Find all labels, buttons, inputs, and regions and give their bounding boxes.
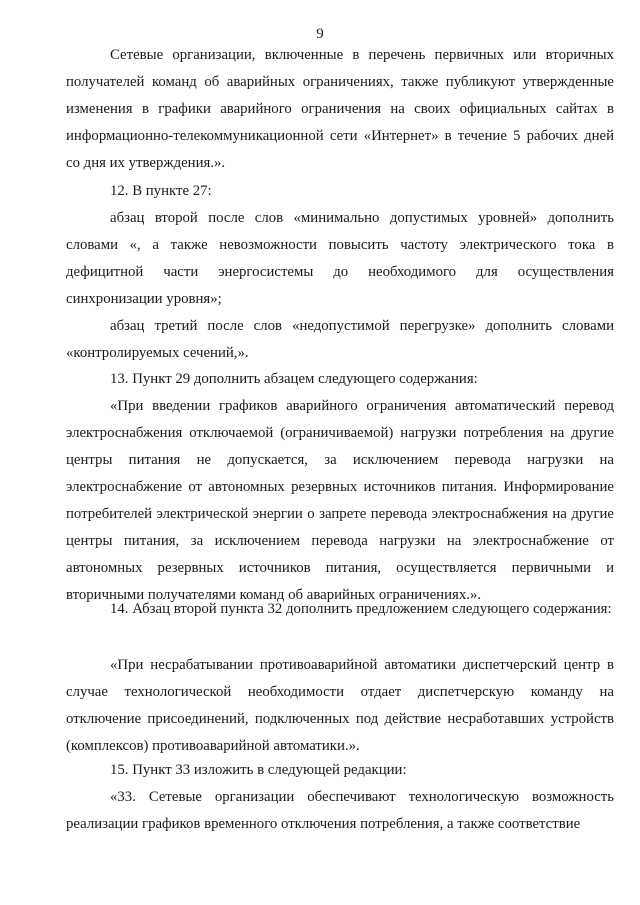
paragraph-item-12-abzac-2: абзац второй после слов «минимально допустимых уровней» дополнить словами «, а также невозможности повысить частоту электрического тока в дефицитной части энергосистемы до необходимого для осуществления синхронизации уровня»; (66, 210, 614, 307)
paragraph-item-12: 12. В пункте 27: (110, 183, 212, 199)
paragraph-item-14: 14. Абзац второй пункта 32 дополнить предложением следующего содержания: (110, 601, 612, 617)
paragraph-item-15-quote: «33. Сетевые организации обеспечивают технологическую возможность реализации графиков временного отключения потребления, а также соответствие (66, 789, 614, 832)
page-number: 9 (316, 26, 324, 42)
paragraph-item-12-abzac-3: абзац третий после слов «недопустимой перегрузке» дополнить словами «контролируемых сечений,». (66, 318, 614, 361)
paragraph-item-13: 13. Пункт 29 дополнить абзацем следующего содержания: (110, 371, 478, 387)
paragraph-item-14-quote: «При несрабатывании противоаварийной автоматики диспетчерский центр в случае технологической необходимости отдает диспетчерскую команду на отключение присоединений, подключенных под действие несработавших устройств (комплексов) противоаварийной автоматики.». (66, 657, 614, 754)
paragraph-item-13-quote: «При введении графиков аварийного ограничения автоматический перевод электроснабжения отключаемой (ограничиваемой) нагрузки потребления на другие центры питания не допускается, за исключением перевода нагрузки на электроснабжение от автономных резервных источников питания. Информирование потребителей электрической энергии о запрете перевода электроснабжения на другие центры питания, за исключением перевода нагрузки на электроснабжение от автономных резервных источников питания, осуществляется первичными и вторичными получателями команд об аварийных ограничениях.». (66, 398, 614, 603)
paragraph-item-15: 15. Пункт 33 изложить в следующей редакции: (110, 762, 407, 778)
paragraph-network-organizations: Сетевые организации, включенные в перечень первичных или вторичных получателей команд об аварийных ограничениях, также публикуют утвержденные изменения в графики аварийного ограничения на своих официальных сайтах в информационно-телекоммуникационной сети «Интернет» в течение 5 рабочих дней со дня их утверждения.». (66, 47, 614, 171)
